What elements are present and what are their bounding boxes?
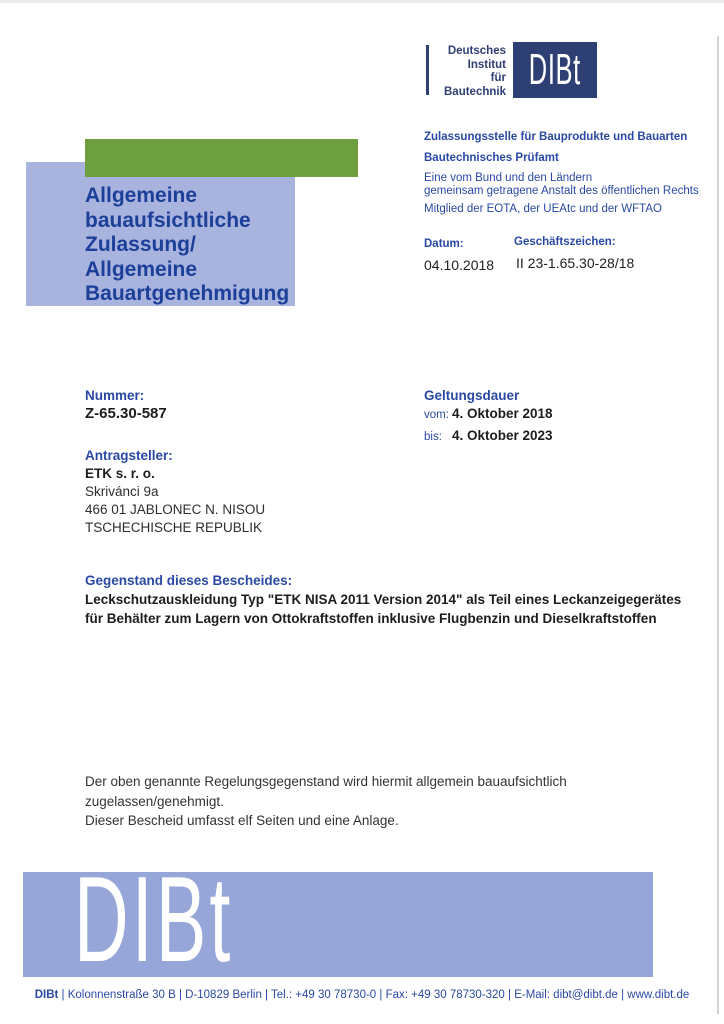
- footer-org: DIBt: [34, 989, 59, 1001]
- page-title: [85, 184, 295, 307]
- decision-paragraph: [85, 772, 605, 831]
- decision-line: Der oben genannte Regelungsgegenstand wird hiermit allgemein bauaufsichtlich: [85, 774, 567, 789]
- authority-approval-body: Zulassungsstelle für Bauprodukte und Bauarten: [424, 131, 688, 143]
- scan-edge-top: [0, 0, 724, 3]
- authority-description: [424, 172, 714, 198]
- validity-to-label: bis:: [424, 431, 442, 443]
- org-name-line: für: [490, 72, 506, 84]
- authority-description-line: gemeinsam getragene Anstalt des öffentlichen Rechts: [424, 185, 699, 197]
- authority-membership: Mitglied der EOTA, der UEAtc und der WFTAO: [424, 203, 662, 215]
- org-name-line: Institut: [467, 58, 506, 71]
- validity-from-label: vom:: [424, 409, 449, 421]
- subject-text-line: für Behälter zum Lagern von Ottokraftstoffen inklusive Flugbenzin und Dieselkraftstoffen: [85, 610, 657, 626]
- validity-to-value: 4. Oktober 2023: [452, 428, 553, 443]
- authority-testing-office: Bautechnisches Prüfamt: [424, 152, 559, 164]
- validity-from-value: 4. Oktober 2018: [452, 406, 553, 421]
- page-title-line: bauaufsichtliche: [85, 208, 251, 232]
- file-reference-label: Geschäftszeichen:: [514, 236, 616, 248]
- page-title-line: Bauartgenehmigung: [85, 282, 290, 305]
- approval-number-value: Z-65.30-587: [85, 405, 167, 422]
- applicant-city: 466 01 JABLONEC N. NISOU: [85, 502, 266, 517]
- org-name-line: Bautechnik: [444, 85, 506, 98]
- subject-text: [85, 591, 695, 628]
- validity-heading: Geltungsdauer: [424, 388, 520, 403]
- applicant-street: Skrivánci 9a: [85, 484, 159, 499]
- footer: [0, 989, 724, 1001]
- dibt-logo: [513, 42, 597, 98]
- applicant-country: TSCHECHISCHE REPUBLIK: [85, 520, 263, 535]
- applicant-label: Antragsteller:: [85, 448, 173, 463]
- page-title-line: Allgemeine: [85, 257, 198, 281]
- watermark-text: DIBt: [74, 851, 234, 987]
- page-title-line: Allgemeine: [85, 184, 198, 207]
- org-name: [430, 45, 506, 99]
- decision-line: zugelassen/genehmigt.: [85, 793, 224, 809]
- date-label: Datum:: [424, 238, 464, 250]
- approval-number-label: Nummer:: [85, 388, 145, 403]
- page-title-line: Zulassung/: [85, 233, 196, 256]
- dibt-logo-text: DIBt: [529, 45, 581, 94]
- decision-line: Dieser Bescheid umfasst elf Seiten und eine Anlage.: [85, 813, 399, 828]
- logo-divider-rule: [426, 45, 429, 95]
- subject-heading: Gegenstand dieses Bescheides:: [85, 573, 293, 588]
- file-reference-value: II 23-1.65.30-28/18: [516, 255, 635, 271]
- footer-contact: | Kolonnenstraße 30 B | D-10829 Berlin | Tel.: +49 30 78730-0 | Fax: +49 30 78730-320 | E-Mail: dibt@dibt.de | www.dibt.de: [61, 989, 690, 1001]
- subject-text-line: Leckschutzauskleidung Typ "ETK NISA 2011 Version 2014" als Teil eines Leckanzeigegerätes: [85, 592, 682, 607]
- authority-description-line: Eine vom Bund und den Ländern: [424, 172, 593, 184]
- org-name-line: Deutsches: [447, 45, 506, 57]
- applicant-name: ETK s. r. o.: [85, 466, 155, 481]
- scan-edge-right: [717, 36, 719, 1014]
- authority-info: [424, 131, 714, 215]
- date-value: 04.10.2018: [424, 257, 495, 273]
- title-green-bar: [85, 139, 358, 177]
